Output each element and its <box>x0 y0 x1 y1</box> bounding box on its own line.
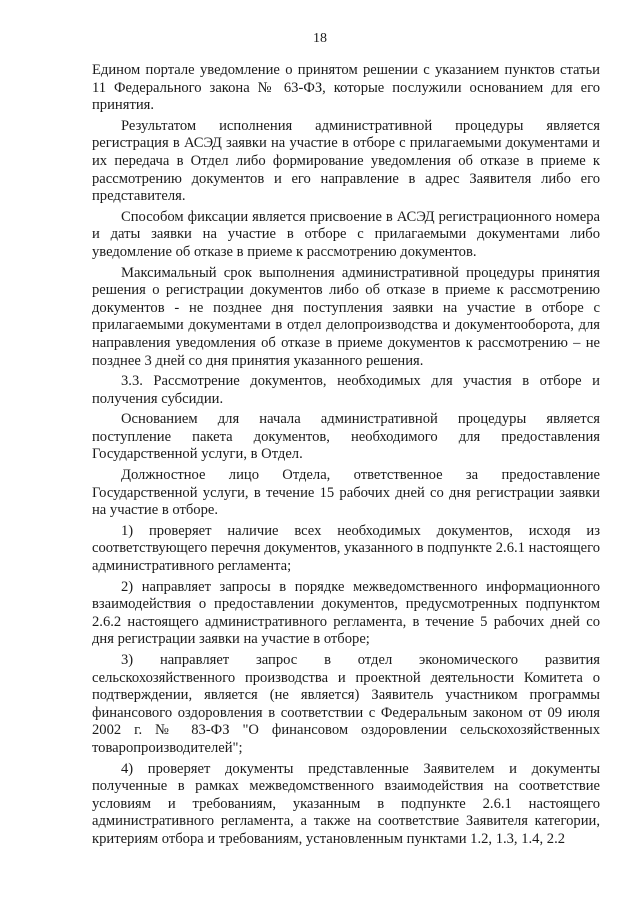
page-number: 18 <box>313 31 327 46</box>
paragraph-1: Едином портале уведомление о принятом решении с указанием пунктов статьи 11 Федерального закона № 63-ФЗ, которые послужили основанием для его принятия. <box>92 62 600 114</box>
list-item-3: 3) направляет запрос в отдел экономического развития сельскохозяйственного производства и проектной деятельности Комитета о подтверждении, является (не является) Заявитель участником программы финансового оздоровления в соответствии с Федеральным законом от 09 июля 2002 г. № 83-ФЗ "О финансовом оздоровлении сельскохозяйственных товаропроизводителей"; <box>92 652 600 756</box>
paragraph-4: Максимальный срок выполнения административной процедуры принятия решения о регистрации документов либо об отказе в приеме к рассмотрению документов - не позднее дня поступления заявки на участие в отборе с прилагаемыми документами в отдел делопроизводства и документооборота, для направления уведомления об отказе в приеме документов к рассмотрению – не позднее 3 дней со дня принятия указанного решения. <box>92 264 600 369</box>
list-item-4: 4) проверяет документы представленные Заявителем и документы полученные в рамках межведомственного взаимодействия на соответствие условиям и требованиям, указанным в подпункте 2.6.1 настоящего административного регламента, а также на соответствие Заявителя категории, критериям отбора и требованиям, установленным пунктами 1.2, 1.3, 1.4, 2.2 <box>92 760 600 847</box>
list-item-2: 2) направляет запросы в порядке межведомственного информационного взаимодействия о предоставлении документов, предусмотренных подпунктом 2.6.2 настоящего административного регламента, в течение 5 рабочих дней со дня регистрации заявки на участие в отборе; <box>92 578 600 648</box>
document-body <box>92 62 600 852</box>
section-heading-3-3: 3.3. Рассмотрение документов, необходимых для участия в отборе и получения субсидии. <box>92 373 600 407</box>
paragraph-6: Основанием для начала административной процедуры является поступление пакета документов, необходимого для предоставления Государственной услуги, в Отдел. <box>92 411 600 463</box>
paragraph-3: Способом фиксации является присвоение в АСЭД регистрационного номера и даты заявки на участие в отборе с прилагаемыми документами либо уведомление об отказе в приеме к рассмотрению документов. <box>92 208 600 260</box>
paragraph-7: Должностное лицо Отдела, ответственное за предоставление Государственной услуги, в течение 15 рабочих дней со дня регистрации заявки на участие в отборе. <box>92 467 600 519</box>
paragraph-2: Результатом исполнения административной процедуры является регистрация в АСЭД заявки на участие в отборе с прилагаемыми документами и их передача в Отдел либо формирование уведомления об отказе в приеме к рассмотрению документов и его направление в адрес Заявителя либо его представителя. <box>92 117 600 205</box>
list-item-1: 1) проверяет наличие всех необходимых документов, исходя из соответствующего перечня документов, указанного в подпункте 2.6.1 настоящего административного регламента; <box>92 522 600 575</box>
